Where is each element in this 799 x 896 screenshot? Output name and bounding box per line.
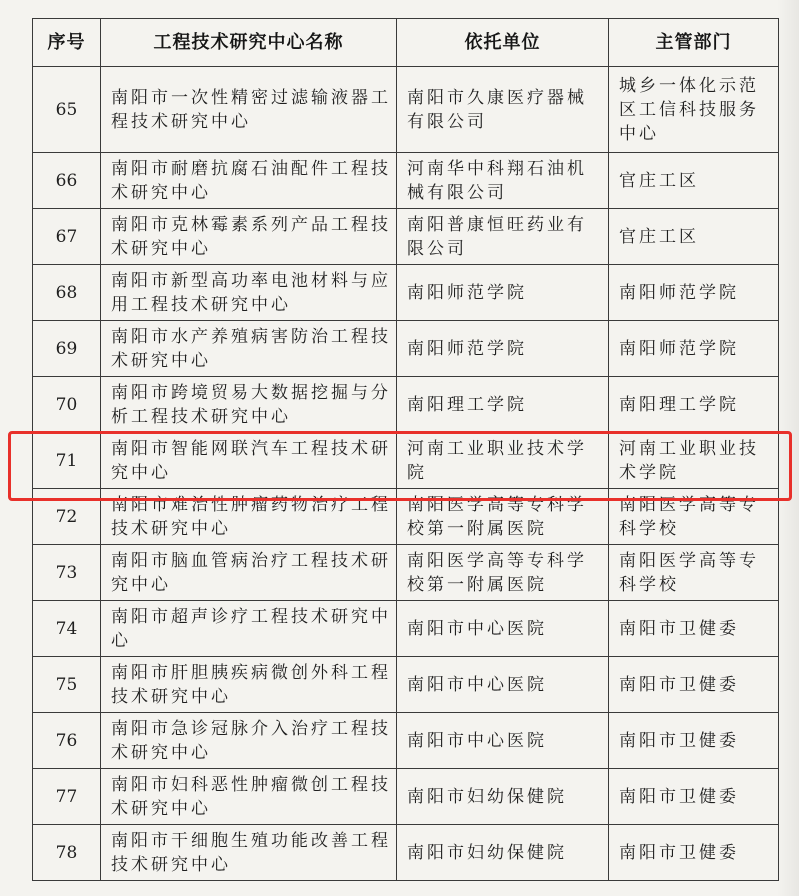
table-row <box>33 153 779 209</box>
page-edge-shadow <box>777 0 799 896</box>
host-unit: 南阳师范学院 <box>397 265 609 321</box>
authority: 南阳理工学院 <box>609 377 779 433</box>
center-name: 南阳市新型高功率电池材料与应用工程技术研究中心 <box>101 265 397 321</box>
host-unit: 南阳普康恒旺药业有限公司 <box>397 209 609 265</box>
table-row <box>33 825 779 881</box>
host-unit: 南阳市久康医疗器械有限公司 <box>397 67 609 153</box>
center-name: 南阳市难治性肿瘤药物治疗工程技术研究中心 <box>101 489 397 545</box>
host-unit: 南阳市中心医院 <box>397 601 609 657</box>
center-name: 南阳市水产养殖病害防治工程技术研究中心 <box>101 321 397 377</box>
host-unit: 南阳市妇幼保健院 <box>397 825 609 881</box>
authority: 南阳市卫健委 <box>609 825 779 881</box>
center-name: 南阳市智能网联汽车工程技术研究中心 <box>101 433 397 489</box>
host-unit: 南阳医学高等专科学校第一附属医院 <box>397 489 609 545</box>
center-name: 南阳市肝胆胰疾病微创外科工程技术研究中心 <box>101 657 397 713</box>
row-number: 75 <box>33 657 101 713</box>
table-row <box>33 489 779 545</box>
host-unit: 河南华中科翔石油机械有限公司 <box>397 153 609 209</box>
authority: 南阳市卫健委 <box>609 657 779 713</box>
row-number: 76 <box>33 713 101 769</box>
authority: 南阳师范学院 <box>609 265 779 321</box>
authority: 南阳医学高等专科学校 <box>609 545 779 601</box>
host-unit: 南阳师范学院 <box>397 321 609 377</box>
host-unit: 南阳理工学院 <box>397 377 609 433</box>
row-number: 65 <box>33 67 101 153</box>
center-name: 南阳市干细胞生殖功能改善工程技术研究中心 <box>101 825 397 881</box>
center-name: 南阳市妇科恶性肿瘤微创工程技术研究中心 <box>101 769 397 825</box>
host-unit: 南阳市中心医院 <box>397 657 609 713</box>
authority: 城乡一体化示范区工信科技服务中心 <box>609 67 779 153</box>
table-row <box>33 209 779 265</box>
row-number: 72 <box>33 489 101 545</box>
table-row-highlighted <box>33 433 779 489</box>
center-name: 南阳市跨境贸易大数据挖掘与分析工程技术研究中心 <box>101 377 397 433</box>
table-row <box>33 545 779 601</box>
host-unit: 河南工业职业技术学院 <box>397 433 609 489</box>
row-number: 71 <box>33 433 101 489</box>
row-number: 70 <box>33 377 101 433</box>
host-unit: 南阳市妇幼保健院 <box>397 769 609 825</box>
table-row <box>33 769 779 825</box>
header-center-name: 工程技术研究中心名称 <box>101 19 397 67</box>
authority: 南阳市卫健委 <box>609 713 779 769</box>
header-host-unit: 依托单位 <box>397 19 609 67</box>
row-number: 74 <box>33 601 101 657</box>
authority: 河南工业职业技术学院 <box>609 433 779 489</box>
row-number: 68 <box>33 265 101 321</box>
host-unit: 南阳市中心医院 <box>397 713 609 769</box>
row-number: 73 <box>33 545 101 601</box>
authority: 官庄工区 <box>609 153 779 209</box>
engineering-center-table <box>32 18 779 881</box>
table-row <box>33 67 779 153</box>
row-number: 77 <box>33 769 101 825</box>
authority: 南阳市卫健委 <box>609 601 779 657</box>
row-number: 78 <box>33 825 101 881</box>
authority: 南阳医学高等专科学校 <box>609 489 779 545</box>
authority: 南阳师范学院 <box>609 321 779 377</box>
table-row <box>33 321 779 377</box>
authority: 官庄工区 <box>609 209 779 265</box>
center-name: 南阳市急诊冠脉介入治疗工程技术研究中心 <box>101 713 397 769</box>
table-row <box>33 657 779 713</box>
authority: 南阳市卫健委 <box>609 769 779 825</box>
row-number: 66 <box>33 153 101 209</box>
table-row <box>33 265 779 321</box>
table-header-row <box>33 19 779 67</box>
center-name: 南阳市耐磨抗腐石油配件工程技术研究中心 <box>101 153 397 209</box>
header-serial-number: 序号 <box>33 19 101 67</box>
table-row <box>33 377 779 433</box>
header-authority: 主管部门 <box>609 19 779 67</box>
table-row <box>33 601 779 657</box>
center-name: 南阳市脑血管病治疗工程技术研究中心 <box>101 545 397 601</box>
host-unit: 南阳医学高等专科学校第一附属医院 <box>397 545 609 601</box>
row-number: 69 <box>33 321 101 377</box>
table-row <box>33 713 779 769</box>
center-name: 南阳市超声诊疗工程技术研究中心 <box>101 601 397 657</box>
row-number: 67 <box>33 209 101 265</box>
center-name: 南阳市克林霉素系列产品工程技术研究中心 <box>101 209 397 265</box>
center-name: 南阳市一次性精密过滤输液器工程技术研究中心 <box>101 67 397 153</box>
